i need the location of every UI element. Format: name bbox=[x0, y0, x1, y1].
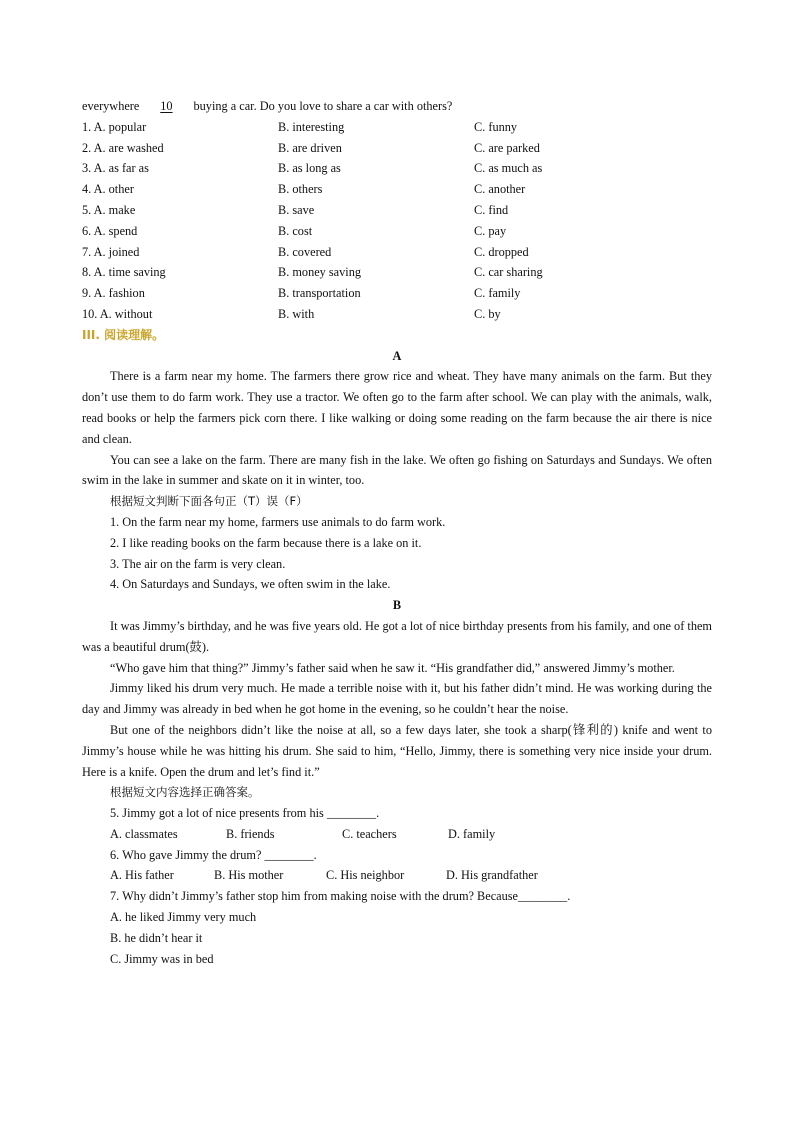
option-b: B. as long as bbox=[278, 161, 341, 176]
option-c: C. another bbox=[474, 182, 526, 197]
option-c: C. funny bbox=[474, 119, 518, 134]
option-b: B. transportation bbox=[278, 286, 361, 301]
answer-blank: ________ bbox=[326, 806, 377, 821]
cloze-passage-tail bbox=[82, 96, 712, 117]
question-end: . bbox=[313, 847, 317, 862]
passage-text: everywhere bbox=[82, 99, 143, 113]
option-a: 9. A. fashion bbox=[82, 286, 145, 301]
cloze-question-row bbox=[82, 158, 712, 179]
cloze-question-row bbox=[82, 304, 712, 325]
answer-blank-10: 10 bbox=[160, 99, 173, 113]
option-d: D. His grandfather bbox=[446, 868, 538, 883]
worksheet-page bbox=[82, 96, 712, 969]
cloze-question-row bbox=[82, 242, 712, 263]
statement-2: 2. I like reading books on the farm because there is a lake on it. bbox=[110, 535, 422, 550]
option-c: C. family bbox=[474, 286, 521, 301]
option-a: A. classmates bbox=[110, 826, 178, 841]
question-6-options bbox=[82, 865, 712, 886]
question-7-option-b: B. he didn’t hear it bbox=[110, 930, 203, 945]
option-a: 1. A. popular bbox=[82, 119, 147, 134]
option-c: C. pay bbox=[474, 223, 507, 238]
option-b: B. are driven bbox=[278, 140, 342, 155]
option-c: C. car sharing bbox=[474, 265, 543, 280]
cloze-question-row bbox=[82, 262, 712, 283]
cloze-question-row bbox=[82, 138, 712, 159]
passage-a-label: A bbox=[392, 348, 402, 363]
option-c: C. His neighbor bbox=[326, 868, 405, 883]
option-a: 6. A. spend bbox=[82, 223, 138, 238]
question-5 bbox=[82, 803, 712, 824]
question-7-option-a: A. he liked Jimmy very much bbox=[110, 910, 257, 925]
cloze-question-row bbox=[82, 179, 712, 200]
passage-b-paragraph-1: It was Jimmy’s birthday, and he was five years old. He got a lot of nice birthday presents from his family, and one of them was a beautiful drum(鼓). bbox=[82, 618, 712, 654]
option-a: 7. A. joined bbox=[82, 244, 140, 259]
option-c: C. teachers bbox=[342, 826, 397, 841]
option-b: B. friends bbox=[226, 826, 275, 841]
question-7 bbox=[82, 886, 712, 907]
option-a: 2. A. are washed bbox=[82, 140, 164, 155]
statement-4: 4. On Saturdays and Sundays, we often swim in the lake. bbox=[110, 577, 391, 592]
statement-3: 3. The air on the farm is very clean. bbox=[110, 556, 286, 571]
option-b: B. His mother bbox=[214, 868, 284, 883]
option-b: B. with bbox=[278, 306, 315, 321]
option-c: C. dropped bbox=[474, 244, 529, 259]
question-stem: 6. Who gave Jimmy the drum? bbox=[110, 847, 265, 862]
question-5-options bbox=[82, 824, 712, 845]
option-c: C. find bbox=[474, 202, 509, 217]
option-b: B. covered bbox=[278, 244, 332, 259]
option-a: 5. A. make bbox=[82, 202, 136, 217]
passage-b-label: B bbox=[392, 598, 402, 613]
option-a: 4. A. other bbox=[82, 182, 134, 197]
option-a: 10. A. without bbox=[82, 306, 153, 321]
answer-blank: ________ bbox=[518, 889, 568, 904]
passage-a-paragraph-2: You can see a lake on the farm. There are many fish in the lake. We often go fishing on Saturdays and Sundays. We often swim in the lake in summer and skate on it in winter, too. bbox=[82, 452, 712, 488]
question-6 bbox=[82, 845, 712, 866]
cloze-options bbox=[82, 117, 712, 325]
option-a: 3. A. as far as bbox=[82, 161, 149, 176]
option-c: C. as much as bbox=[474, 161, 543, 176]
cloze-question-row bbox=[82, 283, 712, 304]
passage-b-instruction: 根据短文内容选择正确答案。 bbox=[110, 785, 260, 800]
passage-a-paragraph-1: There is a farm near my home. The farmers there grow rice and wheat. They have many animals on the farm. But they don’t use them to do farm work. They use a tractor. We often go to the farm after school. We can play with the animals, walk, read books or help the farmers pick corn there. I like walking or doing some reading on the farm because the air there is nice and clean. bbox=[82, 369, 712, 446]
passage-a-instruction: 根据短文判断下面各句正（T）误（F） bbox=[110, 494, 308, 509]
option-b: B. interesting bbox=[278, 119, 345, 134]
answer-blank: ________ bbox=[264, 847, 314, 862]
option-b: B. others bbox=[278, 182, 323, 197]
option-b: B. save bbox=[278, 202, 315, 217]
option-a: A. His father bbox=[110, 868, 174, 883]
option-a: 8. A. time saving bbox=[82, 265, 166, 280]
option-b: B. money saving bbox=[278, 265, 361, 280]
option-c: C. by bbox=[474, 306, 501, 321]
question-stem: 7. Why didn’t Jimmy’s father stop him from making noise with the drum? Because bbox=[110, 889, 519, 904]
option-d: D. family bbox=[448, 826, 496, 841]
option-b: B. cost bbox=[278, 223, 313, 238]
question-7-option-c: C. Jimmy was in bed bbox=[110, 951, 214, 966]
cloze-question-row bbox=[82, 200, 712, 221]
option-c: C. are parked bbox=[474, 140, 540, 155]
passage-b-paragraph-3: Jimmy liked his drum very much. He made a terrible noise with it, but his father didn’t mind. He was working during the day and Jimmy was already in bed when he got home in the evening, so he couldn’t hear the noise. bbox=[82, 681, 712, 717]
cloze-question-row bbox=[82, 221, 712, 242]
passage-b-paragraph-2: “Who gave him that thing?” Jimmy’s father said when he saw it. “His grandfather did,” answered Jimmy’s mother. bbox=[110, 660, 675, 675]
section-heading-reading: III. 阅读理解。 bbox=[82, 327, 165, 342]
cloze-question-row bbox=[82, 117, 712, 138]
question-end: . bbox=[567, 889, 571, 904]
question-end: . bbox=[376, 806, 380, 821]
passage-b-paragraph-4: But one of the neighbors didn’t like the noise at all, so a few days later, she took a sharp(锋利的) knife and went to Jimmy’s house while he was hitting his drum. She said to him, “Hello, Jimmy, there is something very nice inside your drum. Here is a knife. Open the drum and let’s find it.” bbox=[82, 722, 712, 779]
question-stem: 5. Jimmy got a lot of nice presents from his bbox=[110, 806, 327, 821]
statement-1: 1. On the farm near my home, farmers use animals to do farm work. bbox=[110, 514, 446, 529]
passage-text: buying a car. Do you love to share a car with others? bbox=[190, 99, 453, 113]
